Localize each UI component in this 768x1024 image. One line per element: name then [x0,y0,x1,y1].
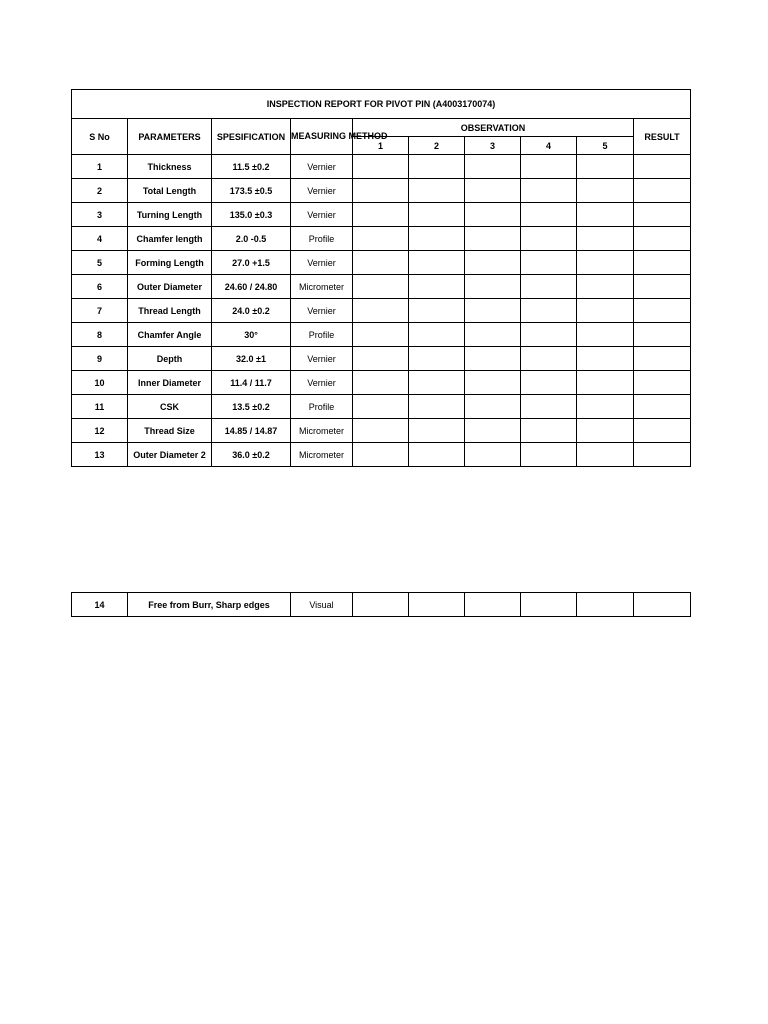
table-row [72,155,691,179]
row-sno: 6 [72,275,128,299]
observation-cell[interactable] [409,419,465,443]
observation-cell[interactable] [577,419,634,443]
row-sno: 13 [72,443,128,467]
row-parameter: Thickness [128,155,212,179]
header-result: RESULT [634,119,691,155]
result-cell[interactable] [634,395,691,419]
result-cell[interactable] [634,203,691,227]
row-method: Vernier [291,179,353,203]
observation-cell[interactable] [353,443,409,467]
row-parameter: Turning Length [128,203,212,227]
observation-cell[interactable] [353,251,409,275]
table-row [72,419,691,443]
row-method: Vernier [291,203,353,227]
table-row [72,395,691,419]
row-specification: 14.85 / 14.87 [212,419,291,443]
result-cell[interactable] [634,443,691,467]
header-obs-5: 5 [577,137,634,155]
row-parameter: Outer Diameter [128,275,212,299]
row-parameter: Chamfer Angle [128,323,212,347]
row-parameter: Outer Diameter 2 [128,443,212,467]
observation-cell[interactable] [353,299,409,323]
observation-cell[interactable] [577,299,634,323]
observation-cell[interactable] [409,371,465,395]
observation-cell[interactable] [353,155,409,179]
result-cell[interactable] [634,323,691,347]
observation-cell[interactable] [577,593,634,617]
observation-cell[interactable] [465,323,521,347]
observation-cell[interactable] [353,347,409,371]
row-method: Vernier [291,155,353,179]
row-parameter: Total Length [128,179,212,203]
observation-cell[interactable] [353,593,409,617]
observation-cell[interactable] [409,443,465,467]
row-parameter: Depth [128,347,212,371]
result-cell[interactable] [634,371,691,395]
observation-cell[interactable] [521,203,577,227]
row-parameter: Inner Diameter [128,371,212,395]
observation-cell[interactable] [521,299,577,323]
row-specification: 11.4 / 11.7 [212,371,291,395]
observation-cell[interactable] [577,347,634,371]
row-sno: 2 [72,179,128,203]
observation-cell[interactable] [409,347,465,371]
row-method: Vernier [291,347,353,371]
observation-cell[interactable] [577,323,634,347]
result-cell[interactable] [634,251,691,275]
row-parameter: Forming Length [128,251,212,275]
observation-cell[interactable] [465,443,521,467]
observation-cell[interactable] [577,179,634,203]
result-cell[interactable] [634,155,691,179]
observation-cell[interactable] [465,227,521,251]
row-specification: 36.0 ±0.2 [212,443,291,467]
visual-inspection-table [71,592,691,617]
table-row [72,203,691,227]
result-cell[interactable] [634,593,691,617]
observation-cell[interactable] [577,203,634,227]
observation-cell[interactable] [465,299,521,323]
observation-cell[interactable] [409,155,465,179]
observation-cell[interactable] [409,275,465,299]
row-method: Micrometer [291,419,353,443]
observation-cell[interactable] [409,299,465,323]
table-row [72,299,691,323]
row-specification: 24.0 ±0.2 [212,299,291,323]
observation-cell[interactable] [577,251,634,275]
observation-cell[interactable] [409,323,465,347]
table-row [72,227,691,251]
observation-cell[interactable] [409,395,465,419]
table-row [72,347,691,371]
observation-cell[interactable] [521,179,577,203]
row-specification: 11.5 ±0.2 [212,155,291,179]
row-method: Profile [291,227,353,251]
observation-cell[interactable] [521,275,577,299]
observation-cell[interactable] [521,371,577,395]
observation-cell[interactable] [353,419,409,443]
observation-cell[interactable] [577,155,634,179]
observation-cell[interactable] [353,203,409,227]
observation-cell[interactable] [577,275,634,299]
observation-cell[interactable] [577,227,634,251]
row-specification: 135.0 ±0.3 [212,203,291,227]
row-method: Profile [291,395,353,419]
row-sno: 1 [72,155,128,179]
row-method: Profile [291,323,353,347]
row-sno: 4 [72,227,128,251]
row-sno: 10 [72,371,128,395]
row-specification: 13.5 ±0.2 [212,395,291,419]
observation-cell[interactable] [409,251,465,275]
header-obs-1: 1 [353,137,409,155]
observation-cell[interactable] [521,419,577,443]
observation-cell[interactable] [577,371,634,395]
observation-cell[interactable] [465,203,521,227]
observation-cell[interactable] [353,395,409,419]
observation-cell[interactable] [353,323,409,347]
observation-cell[interactable] [465,593,521,617]
observation-cell[interactable] [521,395,577,419]
observation-cell[interactable] [465,155,521,179]
row-specification: 27.0 +1.5 [212,251,291,275]
observation-cell[interactable] [521,593,577,617]
observation-cell[interactable] [465,251,521,275]
observation-cell[interactable] [465,275,521,299]
result-cell[interactable] [634,275,691,299]
row-specification: 2.0 -0.5 [212,227,291,251]
observation-cell[interactable] [353,179,409,203]
row-sno: 11 [72,395,128,419]
row-specification: 24.60 / 24.80 [212,275,291,299]
header-specification: SPESIFICATION [212,119,291,155]
row-method: Vernier [291,371,353,395]
observation-cell[interactable] [353,371,409,395]
observation-cell[interactable] [465,347,521,371]
row-sno: 3 [72,203,128,227]
row-parameter: Chamfer length [128,227,212,251]
row-method: Vernier [291,251,353,275]
row-sno: 9 [72,347,128,371]
header-obs-3: 3 [465,137,521,155]
row-sno: 14 [72,593,128,617]
report-title: INSPECTION REPORT FOR PIVOT PIN (A4003170074) [72,90,691,119]
header-observation: OBSERVATION [353,119,634,137]
observation-cell[interactable] [465,371,521,395]
table-row [72,251,691,275]
table-row [72,275,691,299]
table-row [72,179,691,203]
header-parameters: PARAMETERS [128,119,212,155]
inspection-report-table [71,89,691,467]
table-row [72,443,691,467]
observation-cell[interactable] [521,443,577,467]
observation-cell[interactable] [521,323,577,347]
result-cell[interactable] [634,179,691,203]
observation-cell[interactable] [409,227,465,251]
row-specification: 30° [212,323,291,347]
observation-cell[interactable] [577,443,634,467]
header-measuring-method: MEASURING METHOD [291,119,353,155]
result-cell[interactable] [634,419,691,443]
observation-cell[interactable] [465,419,521,443]
table-row [72,323,691,347]
observation-cell[interactable] [409,593,465,617]
row-parameter: Free from Burr, Sharp edges [128,593,291,617]
table-row [72,371,691,395]
observation-cell[interactable] [465,179,521,203]
observation-cell[interactable] [521,155,577,179]
row-method: Vernier [291,299,353,323]
result-cell[interactable] [634,227,691,251]
row-sno: 7 [72,299,128,323]
observation-cell[interactable] [409,203,465,227]
row-method: Micrometer [291,443,353,467]
row-sno: 5 [72,251,128,275]
header-sno: S No [72,119,128,155]
observation-cell[interactable] [465,395,521,419]
row-parameter: Thread Size [128,419,212,443]
observation-cell[interactable] [521,347,577,371]
observation-cell[interactable] [521,227,577,251]
observation-cell[interactable] [577,395,634,419]
observation-cell[interactable] [409,179,465,203]
result-cell[interactable] [634,347,691,371]
table-row [72,593,691,617]
header-obs-2: 2 [409,137,465,155]
header-obs-4: 4 [521,137,577,155]
row-sno: 12 [72,419,128,443]
observation-cell[interactable] [353,275,409,299]
result-cell[interactable] [634,299,691,323]
row-sno: 8 [72,323,128,347]
row-method: Visual [291,593,353,617]
observation-cell[interactable] [521,251,577,275]
row-specification: 32.0 ±1 [212,347,291,371]
observation-cell[interactable] [353,227,409,251]
row-parameter: Thread Length [128,299,212,323]
row-specification: 173.5 ±0.5 [212,179,291,203]
row-parameter: CSK [128,395,212,419]
row-method: Micrometer [291,275,353,299]
